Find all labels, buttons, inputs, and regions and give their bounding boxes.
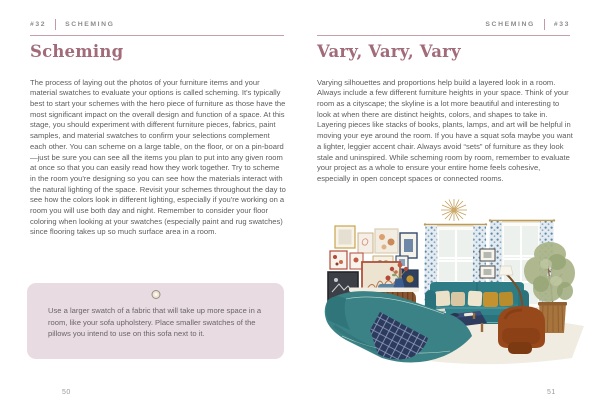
page-tag-number: #33	[553, 21, 570, 28]
starburst-mirror	[441, 199, 467, 221]
running-header-right	[317, 19, 570, 36]
header-divider	[544, 19, 545, 30]
page-title: Scheming	[30, 42, 124, 61]
chapter-label: SCHEMING	[65, 21, 115, 28]
header-rule	[317, 35, 570, 36]
page-tag-number: #32	[30, 21, 47, 28]
body-paragraph: Varying silhouettes and proportions help build a layered look in a room. Always include a few different furniture heights in your space. Think of your room as a cityscape; the skyline is a lot more beautiful and interesting to look at when there are distinct heights, colors, and shapes to take in. Layering pieces like stacks of books, plants, lamps, and art will be helpful in moving your eye around the room. If you have a squat sofa maybe you want a lighter, leggier accent chair. Always avoid “sets” of furniture as they look stale and uninspired. While scheming room by room, remember to evaluate your project as a whole to ensure your entire home feels cohesive, especially in open concept spaces or connected rooms.	[317, 77, 573, 183]
page-number-right: 51	[547, 389, 556, 396]
header-divider	[55, 19, 56, 30]
header-rule	[30, 35, 284, 36]
sofa-pillows	[435, 290, 514, 307]
running-header-left	[30, 19, 284, 36]
tip-icon	[151, 290, 160, 299]
chapter-label: SCHEMING	[485, 21, 535, 28]
page-title: Vary, Vary, Vary	[317, 42, 461, 61]
page-number-left: 50	[62, 389, 71, 396]
accent-chair	[498, 306, 545, 354]
tip-text: Use a larger swatch of a fabric that will take up more space in a room, like your sofa upholstery. Place smaller swatches of the pillows you intend to use on this sofa next to it.	[48, 306, 262, 339]
living-room-illustration	[322, 196, 594, 368]
page-right	[300, 0, 600, 420]
tip-callout-box	[27, 283, 284, 359]
body-paragraph: The process of laying out the photos of your furniture items and your material swatches to evaluate your options is called scheming. It's typically best to start your schemes with the hero piece of furniture as those have the most significant impact on the overall design and function of a space. At this stage, you should experiment with different furniture pieces, fabrics, paint samples, and material swatches to confirm your selections complement each other. You can scheme on a large table, on the floor, or on a pin-board—just be sure you can see all the items you plan to put into any given room at once so that you can easily read how they work together. Try to scheme in the room you're designing so you can see how the materials interact with the natural lighting of the space. Revisit your schemes throughout the day to see how the colors look in different lighting, especially if you're working on a room you will use both day and night. Remember to consider your floor coloring when looking at your swatches (especially paint and rug swatches) since flooring takes up so much surface area in a room.	[30, 77, 286, 237]
